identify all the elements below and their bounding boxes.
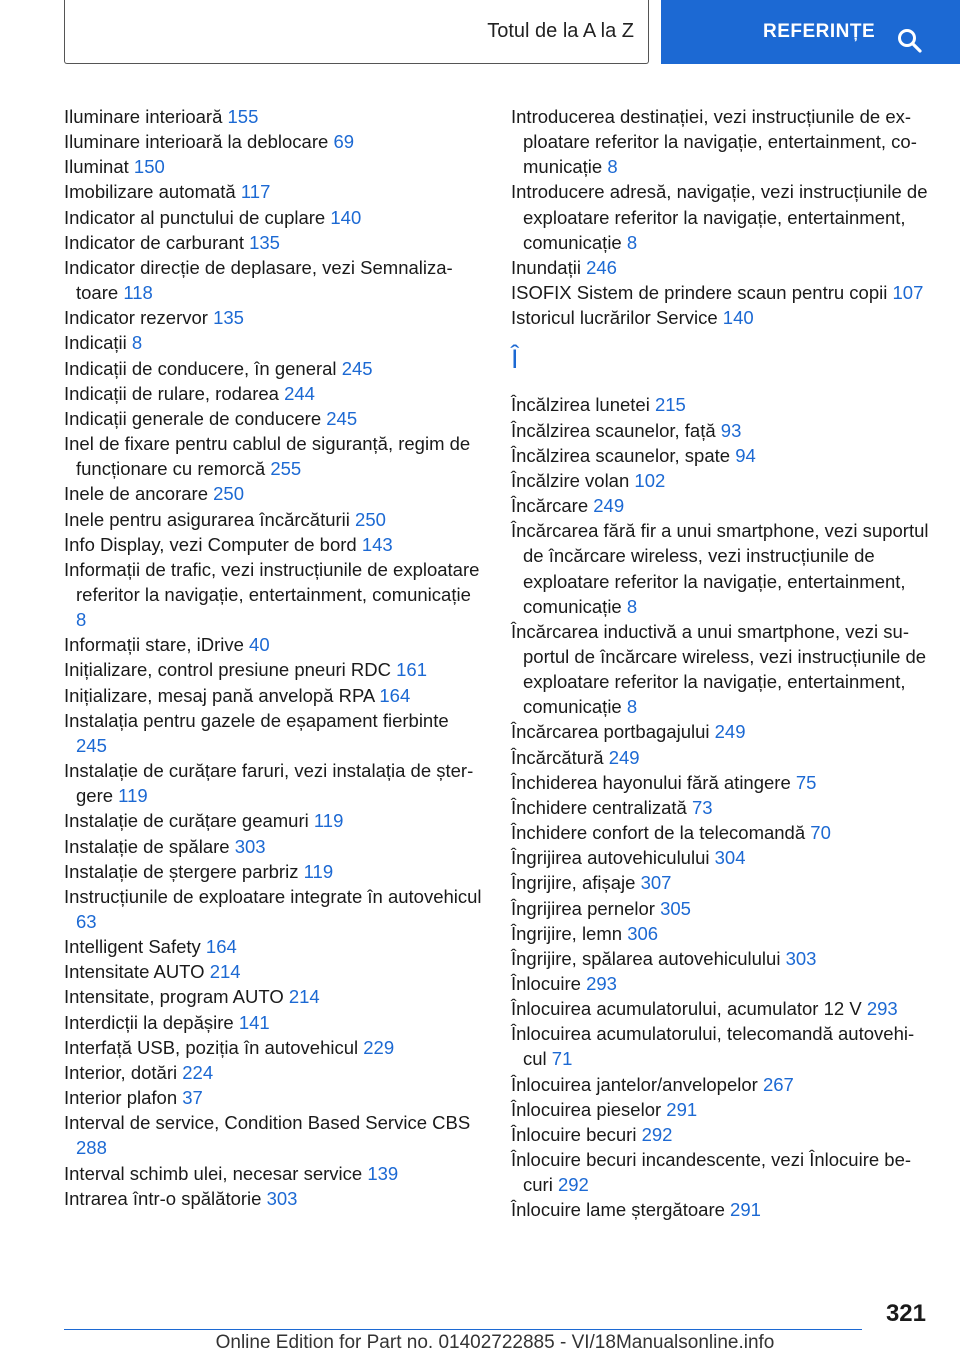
entry-page-link[interactable]: 37: [182, 1087, 203, 1109]
entry-term: Încărcarea fără fir a unui smartphone, vezi suportul de încărcare wireless, vezi instrucțiunile de exploatare referitor la navigație, entertainment, comunicație: [511, 520, 929, 617]
index-entry: [511, 946, 931, 971]
entry-term: Inele pentru asigurarea încărcăturii: [64, 508, 350, 530]
index-entry: [64, 507, 482, 532]
entry-page-link[interactable]: 135: [213, 307, 244, 329]
index-entry: [64, 305, 482, 330]
index-column-right: [511, 104, 931, 1223]
entry-page-link[interactable]: 304: [714, 847, 746, 869]
index-entry: [511, 719, 931, 744]
index-entry: [64, 1060, 482, 1085]
index-entry: [64, 381, 482, 406]
index-entry: [511, 996, 931, 1021]
index-entry: [64, 1085, 482, 1110]
entry-page-link[interactable]: 69: [333, 131, 355, 153]
index-entry: [64, 406, 482, 431]
index-entry: [64, 1010, 482, 1035]
entry-page-link[interactable]: 306: [627, 922, 659, 944]
entry-page-link[interactable]: 141: [238, 1011, 270, 1033]
entry-term: Încărcătură: [511, 746, 604, 768]
entry-term: Introducere adresă, navigație, vezi instrucțiunile de exploatare referitor la navigație, entertainment, comunicație: [511, 181, 928, 253]
entry-page-link[interactable]: 303: [234, 835, 266, 857]
entry-page-link[interactable]: 102: [634, 469, 666, 491]
index-entry: [64, 179, 482, 204]
entry-term: Îngrijire, spălarea autovehiculului: [511, 947, 781, 969]
index-entry: [511, 179, 931, 254]
entry-term: Înlocuirea pieselor: [511, 1098, 662, 1120]
index-entry: [64, 708, 482, 758]
entry-term: Înlocuire lame ștergătoare: [511, 1199, 725, 1221]
entry-page-link[interactable]: 150: [133, 156, 165, 178]
entry-term: Încălzirea scaunelor, spate: [511, 444, 731, 466]
entry-term: Încărcarea portbagajului: [511, 721, 710, 743]
entry-term: Încărcare: [511, 495, 589, 517]
entry-page-link[interactable]: 215: [654, 394, 686, 416]
index-entry: [64, 356, 482, 381]
entry-term: Îngrijirea pernelor: [511, 897, 655, 919]
index-entry: [64, 884, 482, 934]
index-entry: [511, 870, 931, 895]
entry-page-link[interactable]: 8: [626, 231, 638, 253]
footer-edition-text: Online Edition for Part no. 01402722885 - VI/18: [215, 1332, 616, 1353]
entry-term: Indicații: [64, 332, 127, 354]
entry-page-link[interactable]: 139: [367, 1162, 399, 1184]
entry-term: Info Display, vezi Computer de bord: [64, 533, 357, 555]
entry-term: Interval schimb ulei, necesar service: [64, 1162, 363, 1184]
index-entry: [64, 205, 482, 230]
entry-page-link[interactable]: 143: [361, 533, 393, 555]
index-entry: [511, 1097, 931, 1122]
index-entry: [511, 770, 931, 795]
footer-divider: [64, 1329, 862, 1330]
entry-term: Inundații: [511, 256, 581, 278]
entry-term: Îngrijirea autovehiculului: [511, 847, 710, 869]
index-entry: [511, 1197, 931, 1222]
entry-page-link[interactable]: 93: [720, 419, 742, 441]
entry-page-link[interactable]: 94: [735, 444, 756, 466]
entry-term: Interval de service, Condition Based Service CBS: [64, 1112, 471, 1134]
index-entry: [64, 230, 482, 255]
entry-page-link[interactable]: 8: [626, 696, 638, 718]
entry-term: Inele de ancorare: [64, 483, 208, 505]
entry-page-link[interactable]: 161: [396, 659, 427, 681]
entry-page-link[interactable]: 119: [118, 785, 148, 807]
entry-term: Instalație de ștergere parbriz: [64, 860, 299, 882]
entry-page-link[interactable]: 267: [762, 1073, 794, 1095]
entry-page-link[interactable]: 63: [76, 911, 97, 932]
entry-page-link[interactable]: 164: [205, 936, 237, 958]
index-entry: [511, 745, 931, 770]
entry-term: Informații de trafic, vezi instrucțiunile de exploatare referitor la navigație, entertainment, comunicație: [64, 558, 480, 605]
footer-watermark: Manualsonline.info: [615, 1332, 775, 1353]
entry-term: Instalație de spălare: [64, 835, 230, 857]
entry-term: ISOFIX Sistem de prindere scaun pentru copii: [511, 282, 888, 304]
index-entry: [64, 934, 482, 959]
index-group-i-circumflex: [511, 392, 931, 1222]
index-entry: [511, 418, 931, 443]
entry-term: Încălzirea scaunelor, față: [511, 419, 716, 441]
index-entry: [511, 1122, 931, 1147]
index-entry: [64, 683, 482, 708]
entry-term: Încălzire volan: [511, 469, 630, 491]
index-entry: [64, 154, 482, 179]
index-entry: [64, 532, 482, 557]
entry-page-link[interactable]: 292: [641, 1123, 673, 1145]
index-entry: [511, 845, 931, 870]
entry-term: Indicații de rulare, rodarea: [64, 382, 279, 404]
entry-page-link[interactable]: 249: [593, 495, 625, 517]
entry-term: Înlocuire becuri incandescente, vezi Înlocuire becuri: [511, 1149, 912, 1196]
entry-term: Indicator rezervor: [64, 307, 208, 329]
section-title: Totul de la A la Z: [487, 20, 634, 42]
entry-page-link[interactable]: 293: [586, 973, 617, 994]
index-entry: [511, 820, 931, 845]
entry-term: Interior, dotări: [64, 1061, 178, 1083]
index-entry: [64, 657, 482, 682]
entry-page-link[interactable]: 140: [330, 206, 362, 228]
index-column-left: [64, 104, 482, 1211]
index-entry: [511, 305, 931, 330]
entry-term: Îngrijire, afișaje: [511, 872, 636, 894]
index-group-i: [511, 104, 931, 330]
entry-page-link[interactable]: 305: [660, 897, 691, 919]
entry-page-link[interactable]: 250: [355, 508, 386, 530]
index-entry: [64, 330, 482, 355]
index-entry: [511, 280, 931, 305]
entry-term: Închidere centralizată: [511, 796, 687, 818]
entry-term: Intensitate AUTO: [64, 961, 205, 983]
index-entry: [511, 795, 931, 820]
entry-page-link[interactable]: 245: [326, 407, 358, 429]
index-entry: [64, 557, 482, 632]
footer: [64, 1332, 926, 1354]
entry-term: Indicații de conducere, în general: [64, 357, 337, 379]
entry-term: Introducerea destinației, vezi instrucțiunile de exploatare referitor la navigație, entertainment, comunicație: [511, 106, 917, 178]
entry-page-link[interactable]: 245: [341, 357, 373, 379]
entry-page-link[interactable]: 293: [866, 998, 898, 1020]
entry-term: Înlocuirea jantelor/anvelopelor: [511, 1073, 758, 1095]
section-letter: Î: [511, 344, 519, 375]
entry-page-link[interactable]: 288: [76, 1137, 107, 1159]
entry-page-link[interactable]: 107: [892, 282, 924, 304]
entry-term: Instalație de curățare geamuri: [64, 810, 309, 832]
entry-term: Intelligent Safety: [64, 936, 201, 958]
entry-term: Instrucțiunile de exploatare integrate în autovehicul: [64, 885, 482, 907]
index-entry: [64, 431, 482, 481]
index-entry: [64, 808, 482, 833]
entry-term: Indicații generale de conducere: [64, 407, 322, 429]
index-entry: [511, 104, 931, 179]
entry-page-link[interactable]: 119: [313, 810, 344, 832]
header-section-tab: [64, 0, 649, 64]
entry-term: Închiderea hayonului fără atingere: [511, 771, 791, 793]
index-entry: [511, 619, 931, 720]
entry-term: Interior plafon: [64, 1087, 178, 1109]
entry-term: Încărcarea inductivă a unui smartphone, vezi suportul de încărcare wireless, vezi instrucțiunile de exploatare referitor la navigație, entertainment, comunicație: [511, 620, 927, 718]
entry-page-link[interactable]: 40: [249, 634, 270, 656]
index-entry: [511, 493, 931, 518]
index-entry: [64, 1110, 482, 1160]
entry-term: Indicator de carburant: [64, 231, 244, 253]
index-entry: [64, 104, 482, 129]
entry-term: Închidere confort de la telecomandă: [511, 822, 806, 844]
index-entry: [511, 255, 931, 280]
entry-page-link[interactable]: 164: [379, 684, 411, 706]
entry-page-link[interactable]: 214: [288, 986, 320, 1008]
entry-term: Inițializare, control presiune pneuri RDC: [64, 659, 391, 681]
index-entry: [511, 468, 931, 493]
entry-term: Înlocuire becuri: [511, 1123, 637, 1145]
entry-term: Înlocuirea acumulatorului, acumulator 12 V: [511, 998, 862, 1020]
page-number: 321: [885, 1300, 926, 1327]
entry-page-link[interactable]: 8: [607, 156, 618, 178]
entry-term: Indicator direcție de deplasare, vezi Semnalizatoare: [64, 256, 453, 304]
entry-page-link[interactable]: 303: [266, 1187, 298, 1209]
entry-term: Interdicții la depășire: [64, 1011, 234, 1033]
entry-page-link[interactable]: 255: [270, 458, 302, 480]
entry-term: Istoricul lucrărilor Service: [511, 307, 718, 329]
index-entry: [64, 632, 482, 657]
index-entry: [511, 921, 931, 946]
index-entry: [511, 392, 931, 417]
entry-page-link[interactable]: 73: [692, 796, 713, 818]
entry-term: Inițializare, mesaj pană anvelopă RPA: [64, 684, 375, 706]
index-entry: [64, 1161, 482, 1186]
index-entry: [64, 255, 482, 305]
entry-term: Inel de fixare pentru cablul de siguranță, regim de funcționare cu remorcă: [64, 433, 471, 480]
index-entry: [511, 1147, 931, 1197]
entry-page-link[interactable]: 8: [131, 332, 143, 354]
search-icon[interactable]: [897, 28, 923, 54]
entry-page-link[interactable]: 214: [209, 961, 241, 983]
entry-page-link[interactable]: 224: [182, 1061, 214, 1083]
entry-page-link[interactable]: 8: [626, 595, 638, 617]
entry-term: Indicator al punctului de cuplare: [64, 206, 326, 228]
index-entry: [64, 959, 482, 984]
entry-page-link[interactable]: 155: [227, 106, 259, 127]
entry-page-link[interactable]: 135: [249, 231, 280, 253]
entry-term: Iluminare interioară: [64, 106, 223, 127]
entry-term: Încălzirea lunetei: [511, 394, 650, 416]
entry-page-link[interactable]: 245: [76, 734, 107, 756]
entry-page-link[interactable]: 249: [608, 746, 640, 768]
entry-page-link[interactable]: 119: [303, 860, 334, 882]
entry-page-link[interactable]: 118: [123, 282, 153, 304]
entry-page-link[interactable]: 75: [795, 771, 817, 793]
index-entry: [64, 129, 482, 154]
entry-term: Intensitate, program AUTO: [64, 986, 284, 1008]
index-entry: [64, 481, 482, 506]
index-entry: [64, 859, 482, 884]
entry-term: Iluminat: [64, 156, 129, 178]
entry-page-link[interactable]: 250: [213, 483, 245, 505]
entry-page-link[interactable]: 303: [785, 947, 817, 969]
references-label: REFERINȚE: [763, 21, 876, 42]
entry-page-link[interactable]: 249: [714, 721, 746, 743]
index-entry: [511, 896, 931, 921]
index-entry: [64, 758, 482, 808]
entry-page-link[interactable]: 8: [76, 609, 87, 631]
index-entry: [64, 1186, 482, 1211]
entry-page-link[interactable]: 117: [240, 181, 271, 203]
entry-page-link[interactable]: 229: [363, 1036, 395, 1058]
index-entry: [64, 984, 482, 1009]
entry-term: Informații stare, iDrive: [64, 634, 244, 656]
entry-term: Intrarea într-o spălătorie: [64, 1187, 262, 1209]
index-entry: [64, 1035, 482, 1060]
index-entry: [64, 834, 482, 859]
entry-page-link[interactable]: 71: [551, 1048, 573, 1070]
index-entry: [511, 1072, 931, 1097]
entry-term: Imobilizare automată: [64, 181, 236, 203]
entry-page-link[interactable]: 307: [640, 872, 672, 894]
entry-page-link[interactable]: 291: [666, 1098, 698, 1120]
entry-term: Înlocuirea acumulatorului, telecomandă autovehicul: [511, 1023, 915, 1070]
entry-term: Instalația pentru gazele de eșapament fierbinte: [64, 709, 449, 731]
header-references-tab[interactable]: [661, 0, 960, 64]
entry-term: Interfață USB, poziția în autovehicul: [64, 1036, 359, 1058]
index-entry: [511, 518, 931, 619]
entry-term: Instalație de curățare faruri, vezi instalația de ștergere: [64, 760, 474, 807]
entry-page-link[interactable]: 70: [810, 822, 831, 844]
entry-page-link[interactable]: 291: [730, 1199, 761, 1221]
entry-page-link[interactable]: 246: [586, 256, 617, 278]
entry-term: Înlocuire: [511, 973, 581, 994]
entry-page-link[interactable]: 140: [722, 307, 754, 329]
entry-page-link[interactable]: 244: [284, 382, 315, 404]
index-entry: [511, 971, 931, 996]
index-entry: [511, 443, 931, 468]
entry-page-link[interactable]: 292: [557, 1174, 589, 1196]
entry-term: Iluminare interioară la deblocare: [64, 131, 329, 153]
entry-term: Îngrijire, lemn: [511, 922, 623, 944]
index-entry: [511, 1021, 931, 1071]
